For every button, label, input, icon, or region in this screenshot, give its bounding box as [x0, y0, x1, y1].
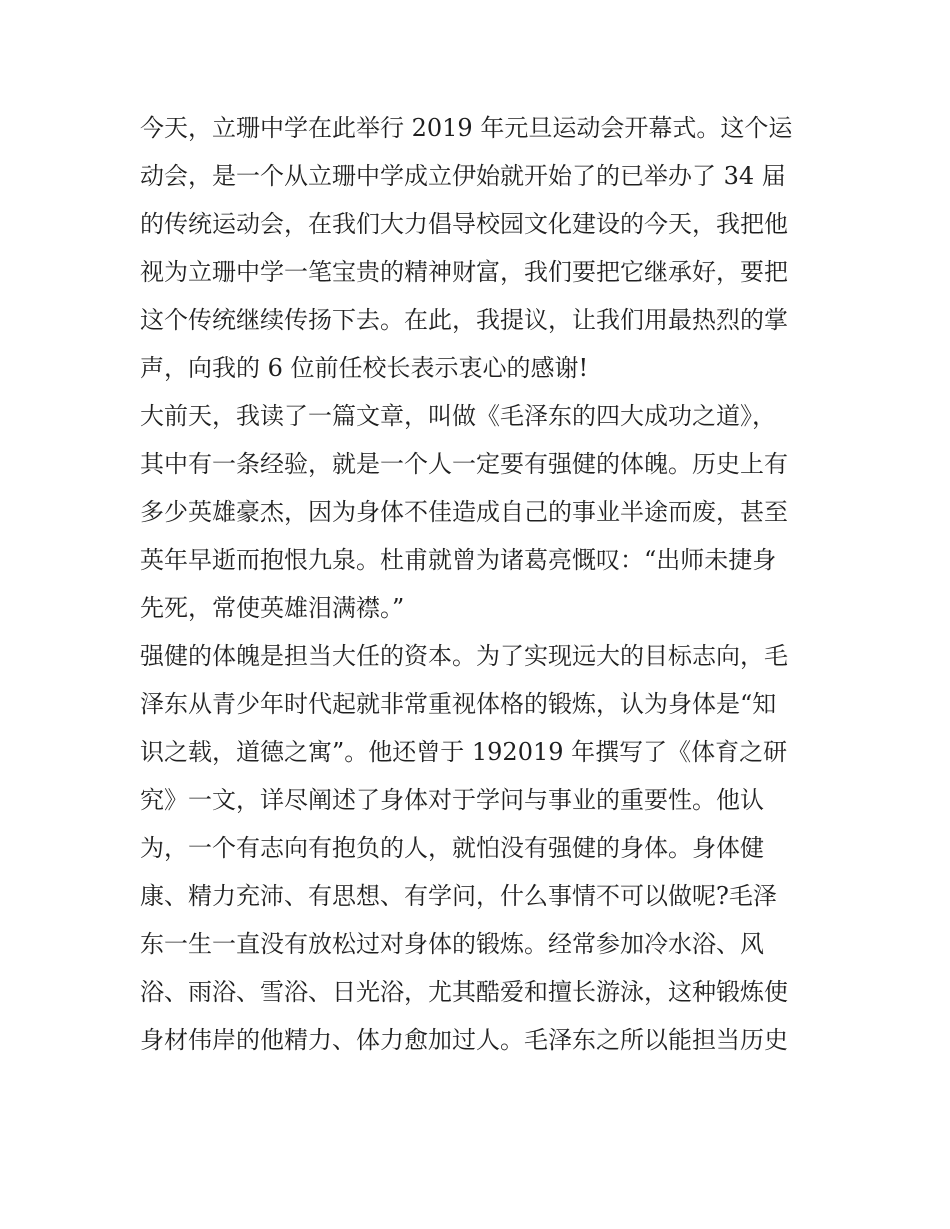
text-line: 声，向我的 6 位前任校长表示衷心的感谢! [140, 354, 589, 382]
text-line: 动会，是一个从立珊中学成立伊始就开始了的已举办了 34 届 [140, 162, 786, 190]
text-line: 泽东从青少年时代起就非常重视体格的锻炼，认为身体是“知 [140, 690, 777, 718]
text-line: 康、精力充沛、有思想、有学问，什么事情不可以做呢?毛泽 [140, 882, 777, 910]
text-line: 的传统运动会，在我们大力倡导校园文化建设的今天，我把他 [140, 210, 788, 238]
text-line: 今天，立珊中学在此举行 2019 年元旦运动会开幕式。这个运 [140, 114, 793, 142]
text-line: 这个传统继续传扬下去。在此，我提议，让我们用最热烈的掌 [140, 306, 788, 334]
text-line: 多少英雄豪杰，因为身体不佳造成自己的事业半途而废，甚至 [140, 498, 788, 526]
text-line: 其中有一条经验，就是一个人一定要有强健的体魄。历史上有 [140, 450, 788, 478]
text-line: 身材伟岸的他精力、体力愈加过人。毛泽东之所以能担当历史 [140, 1026, 788, 1054]
text-line: 东一生一直没有放松过对身体的锻炼。经常参加冷水浴、风 [140, 930, 764, 958]
text-line: 先死，常使英雄泪满襟。” [140, 594, 405, 622]
text-line: 大前天，我读了一篇文章，叫做《毛泽东的四大成功之道》， [140, 402, 776, 430]
text-line: 究》一文，详尽阐述了身体对于学问与事业的重要性。他认 [140, 786, 764, 814]
text-line: 英年早逝而抱恨九泉。杜甫就曾为诸葛亮慨叹：“出师未捷身 [140, 546, 777, 574]
text-line: 强健的体魄是担当大任的资本。为了实现远大的目标志向，毛 [140, 642, 788, 670]
body-text [140, 104, 820, 1064]
text-line: 视为立珊中学一笔宝贵的精神财富，我们要把它继承好，要把 [140, 258, 788, 286]
text-line: 识之载，道德之寓”。他还曾于 192019 年撰写了《体育之研 [140, 738, 788, 766]
text-line: 浴、雨浴、雪浴、日光浴，尤其酷爱和擅长游泳，这种锻炼使 [140, 978, 788, 1006]
text-line: 为，一个有志向有抱负的人，就怕没有强健的身体。身体健 [140, 834, 764, 862]
